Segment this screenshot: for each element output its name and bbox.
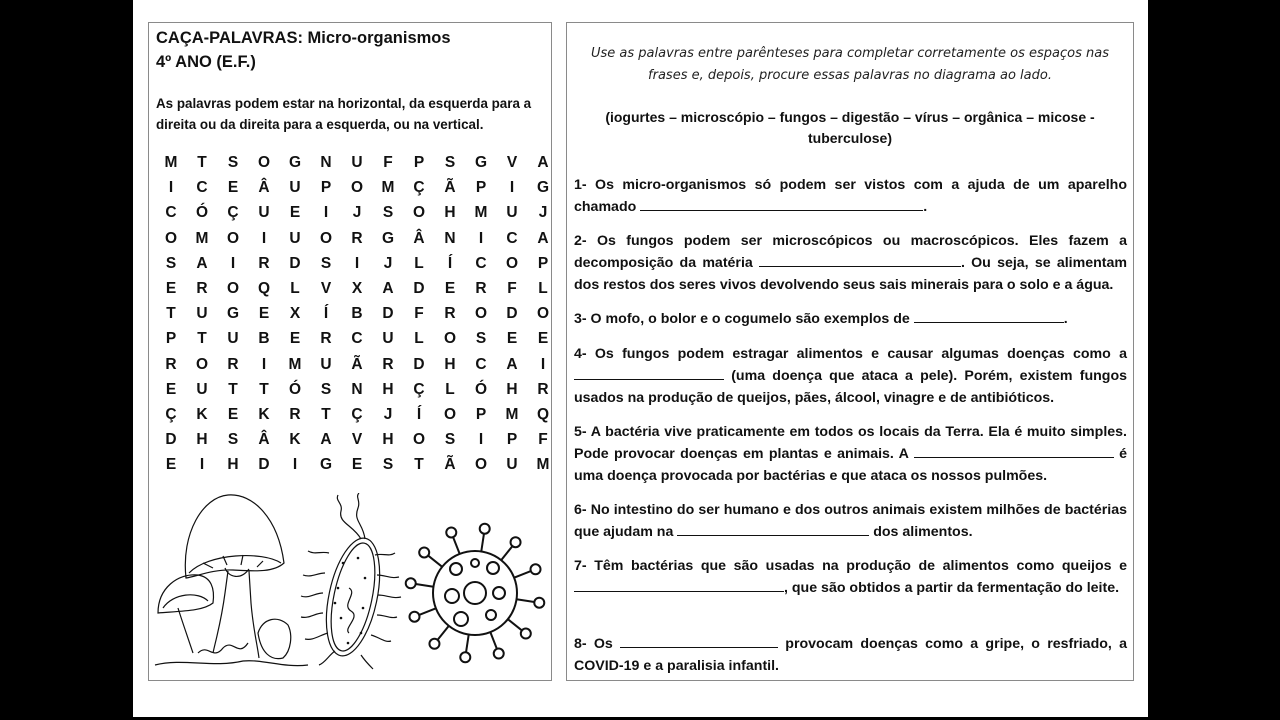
- grid-letter[interactable]: Ç: [227, 204, 239, 222]
- grid-letter[interactable]: U: [289, 179, 301, 197]
- grid-letter[interactable]: O: [412, 204, 426, 222]
- grid-letter[interactable]: P: [537, 254, 549, 272]
- grid-letter[interactable]: L: [445, 380, 455, 398]
- virus-spike: [438, 626, 449, 640]
- question-4: 4- Os fungos podem estragar alimentos e causar algumas doenças como a (uma doença que ataca a pele). Porém, existem fungos usados na produção de queijos, pães, álcool, vinagre e de antibióticos.: [574, 346, 1127, 406]
- grid-letter[interactable]: P: [413, 154, 425, 171]
- worksheet-title: [156, 26, 451, 74]
- grid-letter[interactable]: U: [227, 330, 239, 348]
- answer-blank[interactable]: [574, 367, 724, 380]
- grid-letter[interactable]: K: [196, 406, 208, 423]
- grid-letter[interactable]: S: [165, 254, 177, 272]
- grid-letter[interactable]: A: [320, 431, 332, 449]
- grid-letter[interactable]: Ç: [413, 179, 425, 197]
- grid-letter[interactable]: Q: [257, 280, 271, 297]
- grid-letter[interactable]: Ã: [444, 179, 456, 197]
- grid-letter[interactable]: Ç: [165, 406, 177, 423]
- grid-letter[interactable]: I: [478, 229, 484, 247]
- grid-letter[interactable]: I: [292, 456, 298, 474]
- grid-letter[interactable]: J: [383, 254, 393, 272]
- grid-letter[interactable]: E: [289, 204, 301, 222]
- grid-letter[interactable]: U: [196, 380, 208, 398]
- grid-letter[interactable]: K: [258, 406, 270, 423]
- grid-letter[interactable]: I: [261, 229, 267, 247]
- grid-letter[interactable]: R: [196, 280, 208, 297]
- grid-letter[interactable]: K: [289, 431, 301, 449]
- grid-letter[interactable]: G: [474, 154, 488, 171]
- grid-letter[interactable]: G: [226, 305, 240, 323]
- grid-letter[interactable]: Í: [447, 254, 453, 272]
- grid-letter[interactable]: O: [226, 280, 240, 297]
- grid-letter[interactable]: V: [506, 154, 518, 171]
- virus-spike: [517, 599, 535, 602]
- grid-letter[interactable]: D: [258, 456, 270, 474]
- grid-letter[interactable]: O: [474, 305, 488, 323]
- question-3: 3- O mofo, o bolor e o cogumelo são exemplos de .: [574, 311, 1068, 327]
- fill-in-instructions: Use as palavras entre parênteses para completar corretamente os espaços nas frases e, depois, procure essas palavras no diagrama ao lado.: [590, 46, 1110, 83]
- grid-letter[interactable]: C: [196, 179, 208, 197]
- grid-letter[interactable]: C: [506, 229, 518, 247]
- grid-letter[interactable]: O: [257, 154, 271, 171]
- grid-letter[interactable]: I: [540, 355, 546, 373]
- grid-letter[interactable]: F: [507, 280, 517, 297]
- grid-letter[interactable]: E: [351, 456, 363, 474]
- grid-letter[interactable]: O: [443, 330, 457, 348]
- grid-letter[interactable]: O: [443, 406, 457, 423]
- question-7: 7- Têm bactérias que são usadas na produção de alimentos como queijos e , que são obtidos a partir da fermentação do leite.: [574, 558, 1127, 596]
- answer-blank[interactable]: [759, 254, 961, 267]
- grid-letter[interactable]: T: [197, 330, 207, 348]
- title-line-2: 4º ANO (E.F.): [156, 53, 256, 71]
- grid-letter[interactable]: P: [475, 179, 487, 197]
- grid-letter[interactable]: I: [199, 456, 205, 474]
- grid-letter[interactable]: R: [444, 305, 456, 323]
- grid-letter[interactable]: Ó: [288, 380, 302, 398]
- grid-letter[interactable]: D: [506, 305, 518, 323]
- grid-letter[interactable]: M: [474, 204, 488, 222]
- grid-letter[interactable]: L: [414, 330, 424, 348]
- grid-letter[interactable]: A: [196, 254, 208, 272]
- grid-letter[interactable]: Â: [258, 179, 270, 197]
- grid-letter[interactable]: H: [382, 380, 394, 398]
- grid-letter[interactable]: Ç: [351, 406, 363, 423]
- grid-letter[interactable]: E: [506, 330, 518, 348]
- virus-icon: [406, 524, 545, 663]
- grid-letter[interactable]: P: [475, 406, 487, 423]
- grid-letter[interactable]: M: [195, 229, 209, 247]
- virus-spike-tip: [534, 598, 544, 608]
- grid-letter[interactable]: E: [227, 179, 239, 197]
- grid-letter[interactable]: T: [321, 406, 331, 423]
- answer-blank[interactable]: [914, 310, 1064, 323]
- illustrations: [153, 493, 549, 673]
- grid-letter[interactable]: S: [320, 380, 332, 398]
- virus-spike: [416, 584, 434, 587]
- grid-letter[interactable]: C: [165, 204, 177, 222]
- grid-letter[interactable]: G: [536, 179, 550, 197]
- grid-letter[interactable]: I: [261, 355, 267, 373]
- virus-spike-tip: [494, 649, 504, 659]
- grid-letter[interactable]: O: [195, 355, 209, 373]
- virus-spike-tip: [511, 537, 521, 547]
- title-line-1: CAÇA-PALAVRAS: Micro-organismos: [156, 29, 451, 47]
- grid-letter[interactable]: C: [351, 330, 363, 348]
- grid-letter[interactable]: X: [289, 305, 301, 323]
- question-1: 1- Os micro-organismos só podem ser vistos com a ajuda de um aparelho chamado .: [574, 177, 1127, 215]
- answer-blank[interactable]: [640, 198, 923, 211]
- grid-letter[interactable]: N: [320, 154, 332, 171]
- virus-spike-tip: [460, 652, 470, 662]
- virus-spike-tip: [406, 578, 416, 588]
- grid-letter[interactable]: S: [382, 456, 394, 474]
- answer-blank[interactable]: [677, 523, 869, 536]
- grid-letter[interactable]: Ç: [413, 380, 425, 398]
- grid-letter[interactable]: M: [381, 179, 395, 197]
- grid-letter[interactable]: I: [323, 204, 329, 222]
- grid-letter[interactable]: U: [289, 229, 301, 247]
- grid-letter[interactable]: I: [478, 431, 484, 449]
- word-search-instructions: As palavras podem estar na horizontal, da esquerda para a direita ou da direita para a esquerda, ou na vertical.: [156, 96, 532, 132]
- grid-letter[interactable]: X: [351, 280, 363, 297]
- grid-letter[interactable]: E: [227, 406, 239, 423]
- virus-spike: [501, 546, 512, 560]
- word-search-panel: [148, 22, 552, 681]
- grid-letter[interactable]: M: [288, 355, 302, 373]
- virus-spike: [466, 635, 469, 653]
- grid-letter[interactable]: R: [320, 330, 332, 348]
- grid-letter[interactable]: F: [383, 154, 393, 171]
- grid-letter[interactable]: U: [196, 305, 208, 323]
- grid-letter[interactable]: O: [505, 254, 519, 272]
- grid-letter[interactable]: G: [288, 154, 302, 171]
- grid-letter[interactable]: O: [319, 229, 333, 247]
- grid-letter[interactable]: B: [258, 330, 270, 348]
- grid-letter[interactable]: Â: [413, 229, 425, 247]
- grid-letter[interactable]: A: [537, 154, 549, 171]
- grid-letter[interactable]: L: [538, 280, 548, 297]
- grid-letter[interactable]: M: [536, 456, 550, 474]
- grid-letter[interactable]: A: [537, 229, 549, 247]
- grid-letter[interactable]: F: [538, 431, 548, 449]
- virus-spike-tip: [531, 564, 541, 574]
- grid-letter[interactable]: L: [414, 254, 424, 272]
- grid-letter[interactable]: C: [475, 254, 487, 272]
- grid-letter[interactable]: U: [320, 355, 332, 373]
- grid-letter[interactable]: O: [350, 179, 364, 197]
- word-bank: (iogurtes – microscópio – fungos – digestão – vírus – orgânica – micose - tuberculose): [605, 109, 1095, 146]
- grid-letter[interactable]: R: [165, 355, 177, 373]
- grid-letter[interactable]: M: [505, 406, 519, 423]
- grid-letter[interactable]: U: [506, 456, 518, 474]
- grid-letter[interactable]: T: [414, 456, 424, 474]
- grid-letter[interactable]: S: [227, 154, 239, 171]
- grid-letter[interactable]: Â: [258, 431, 270, 449]
- grid-letter[interactable]: Í: [323, 305, 329, 323]
- virus-spike: [428, 556, 442, 567]
- question-8: 8- Os provocam doenças como a gripe, o resfriado, a COVID-19 e a paralisia infantil.: [574, 636, 1127, 674]
- grid-letter[interactable]: R: [382, 355, 394, 373]
- grid-letter[interactable]: J: [352, 204, 362, 222]
- virus-spike-tip: [521, 629, 531, 639]
- question-5: 5- A bactéria vive praticamente em todos os locais da Terra. Ela é muito simples. Pode provocar doenças em plantas e animais. A é uma doença provocada por bactérias e que ataca os nossos pulmões.: [574, 424, 1128, 484]
- grid-letter[interactable]: H: [196, 431, 208, 449]
- worksheet-page: [133, 0, 1148, 717]
- grid-letter[interactable]: H: [382, 431, 394, 449]
- grid-letter[interactable]: U: [506, 204, 518, 222]
- grid-letter[interactable]: P: [506, 431, 518, 449]
- grid-letter[interactable]: R: [351, 229, 363, 247]
- grid-letter[interactable]: U: [351, 154, 363, 171]
- grid-letter[interactable]: I: [168, 179, 174, 197]
- grid-letter[interactable]: T: [228, 380, 238, 398]
- virus-spike-tip: [480, 524, 490, 534]
- virus-spike: [481, 534, 484, 552]
- grid-letter[interactable]: L: [290, 280, 300, 297]
- grid-letter[interactable]: I: [230, 254, 236, 272]
- grid-letter[interactable]: T: [197, 154, 207, 171]
- grid-letter[interactable]: R: [258, 254, 270, 272]
- grid-letter[interactable]: U: [382, 330, 394, 348]
- virus-spike-tip: [419, 547, 429, 557]
- virus-spike-tip: [446, 527, 456, 537]
- answer-blank[interactable]: [914, 445, 1114, 458]
- grid-letter[interactable]: R: [227, 355, 239, 373]
- grid-letter[interactable]: E: [289, 330, 301, 348]
- grid-letter[interactable]: S: [382, 204, 394, 222]
- grid-letter[interactable]: O: [412, 431, 426, 449]
- grid-letter[interactable]: D: [165, 431, 177, 449]
- grid-letter[interactable]: J: [383, 406, 393, 423]
- virus-spike: [514, 571, 531, 578]
- virus-spike: [419, 608, 436, 615]
- grid-letter[interactable]: T: [259, 380, 269, 398]
- grid-letter[interactable]: H: [227, 456, 239, 474]
- grid-letter[interactable]: V: [351, 431, 363, 449]
- grid-letter[interactable]: O: [226, 229, 240, 247]
- bacterium-icon: [301, 493, 401, 669]
- virus-spike: [453, 537, 460, 554]
- grid-letter[interactable]: A: [506, 355, 518, 373]
- grid-letter[interactable]: O: [536, 305, 550, 323]
- grid-letter[interactable]: R: [537, 380, 549, 398]
- answer-blank[interactable]: [574, 579, 784, 592]
- grid-letter[interactable]: H: [506, 380, 518, 398]
- grid-letter[interactable]: E: [444, 280, 456, 297]
- grid-letter[interactable]: P: [165, 330, 177, 348]
- grid-letter[interactable]: D: [289, 254, 301, 272]
- grid-letter[interactable]: I: [509, 179, 515, 197]
- grid-letter[interactable]: D: [382, 305, 394, 323]
- grid-letter[interactable]: F: [414, 305, 424, 323]
- grid-letter[interactable]: D: [413, 355, 425, 373]
- grid-letter[interactable]: E: [258, 305, 270, 323]
- grid-letter[interactable]: B: [351, 305, 363, 323]
- grid-letter[interactable]: Q: [536, 406, 550, 423]
- grid-letter[interactable]: H: [444, 204, 456, 222]
- grid-letter[interactable]: S: [227, 431, 239, 449]
- grid-letter[interactable]: Ó: [195, 204, 209, 222]
- grid-letter[interactable]: N: [444, 229, 456, 247]
- grid-letter[interactable]: T: [166, 305, 176, 323]
- grid-letter[interactable]: Ã: [351, 355, 363, 373]
- grid-letter[interactable]: P: [320, 179, 332, 197]
- question-2: 2- Os fungos podem ser microscópicos ou macroscópicos. Eles fazem a decomposição da matéria . Ou seja, se alimentam dos restos dos seres vivos devolvendo seus sais minerais para o solo e a água.: [574, 233, 1127, 293]
- grid-letter[interactable]: Ó: [474, 380, 488, 398]
- grid-letter[interactable]: O: [474, 456, 488, 474]
- virus-spike-tip: [429, 639, 439, 649]
- grid-letter[interactable]: A: [382, 280, 394, 297]
- grid-letter[interactable]: S: [444, 154, 456, 171]
- grid-letter[interactable]: V: [320, 280, 332, 297]
- grid-letter[interactable]: E: [165, 456, 177, 474]
- grid-letter[interactable]: H: [444, 355, 456, 373]
- grid-letter[interactable]: E: [537, 330, 549, 348]
- grid-letter[interactable]: S: [320, 254, 332, 272]
- fill-in-panel: [566, 22, 1134, 681]
- grid-letter[interactable]: U: [258, 204, 270, 222]
- grid-letter[interactable]: N: [351, 380, 363, 398]
- grid-letter[interactable]: D: [413, 280, 425, 297]
- grid-letter[interactable]: O: [164, 229, 178, 247]
- virus-spike-tip: [409, 612, 419, 622]
- grid-letter[interactable]: Ã: [444, 456, 456, 474]
- grid-letter[interactable]: I: [354, 254, 360, 272]
- grid-letter[interactable]: S: [444, 431, 456, 449]
- mushroom-icon: [155, 495, 308, 666]
- virus-spike: [508, 619, 522, 630]
- grid-letter[interactable]: R: [289, 406, 301, 423]
- virus-spike: [490, 632, 497, 649]
- grid-letter[interactable]: E: [165, 280, 177, 297]
- grid-letter[interactable]: S: [475, 330, 487, 348]
- grid-letter[interactable]: Í: [416, 406, 422, 423]
- grid-letter[interactable]: R: [475, 280, 487, 297]
- answer-blank[interactable]: [620, 635, 778, 648]
- grid-letter[interactable]: J: [538, 204, 548, 222]
- grid-letter[interactable]: G: [319, 456, 333, 474]
- grid-letter[interactable]: E: [165, 380, 177, 398]
- grid-letter[interactable]: C: [475, 355, 487, 373]
- grid-letter[interactable]: G: [381, 229, 395, 247]
- question-6: 6- No intestino do ser humano e dos outros animais existem milhões de bactérias que ajudam na dos alimentos.: [574, 502, 1127, 540]
- grid-letter[interactable]: M: [164, 154, 178, 171]
